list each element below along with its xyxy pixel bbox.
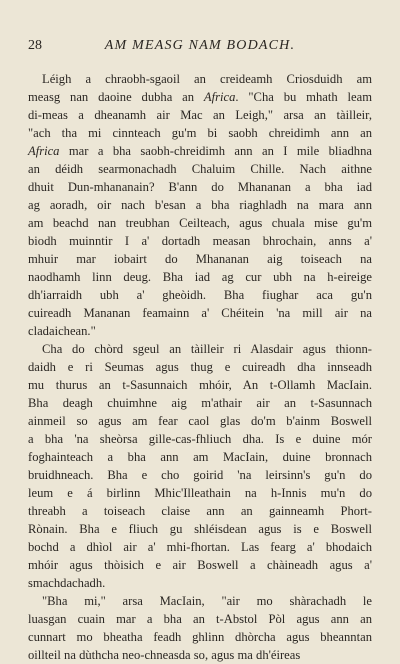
text-line: luasgan cuain mar a bha an t-Abstol Pòl agus ann an [28,612,372,626]
text-line: oillteil na dùthcha neo-chneasda so, agus ma dh'éireas [28,648,301,662]
text-line: dhuit Dun-mhananain? B'ann do Mhananan a bha iad [28,180,372,194]
running-title: AM MEASG NAM BODACH. [104,38,296,53]
text-line: leum e á birlinn Mhic'Illeathain na h-Innis mu'n do [28,486,372,500]
text-line: am beachd nan treubhan Ceilteach, agus chuala mise gu'm [28,216,372,230]
text-line: "Bha mi," arsa MacIain, "air mo shàrachadh le [42,594,372,608]
text-line: Bha deagh chuimhne aig m'athair air an t-Sasunnach [28,396,372,410]
text-line: mu thurus an t-Sasunnaich mhóir, An t-Ollamh MacIain. [28,378,372,392]
text-line: naodhamh linn deug. Bha iad ag cur ubh na h-eireige [28,270,372,284]
text-line: threabh a toiseach claise ann an gainneamh Phort- [28,504,372,518]
text-line: bochd a dhìol air a' mhi-fhortan. Las fearg a' bhodaich [28,540,372,554]
text-line: Léigh a chraobh-sgaoil an creideamh Criosduidh am [42,72,372,86]
text-line: Africa mar a bha saobh-chreidimh ann an I mile bliadhna [28,144,372,158]
text-line: smachdachadh. [28,576,106,590]
text-line: Rònain. Bha e fliuch gu shléisdean agus is e Boswell [28,522,372,536]
body-text [28,70,372,664]
text-line: biodh muinntir I a' dortadh measan bhrochain, anns a' [28,234,372,248]
text-line: mhuir mar iobairt do Mhananan aig toiseach na [28,252,372,266]
text-line: mhóir agus thòisich e air Boswell a chàineadh agus a' [28,558,372,572]
text-line: foghainteach a bha ann am MacIain, duine bronnach [28,450,372,464]
text-line: dh'iarraidh ubh a' gheòidh. Bha fiughar aca gu'n [28,288,372,302]
text-line: bruidhneach. Bha e cho goirid 'na leirsinn's gu'n do [28,468,372,482]
text-line: di-meas a dheanamh air Mac an Leigh," arsa an tàilleir, [28,108,372,122]
text-line: cuireadh Mananan feamainn a' Chéitein 'na mill air na [28,306,372,320]
page-number: 28 [28,38,42,53]
text-line: daidh e ri Seumas agus thug e cuireadh dha innseadh [28,360,372,374]
text-line: cunnart mo bheatha feadh ghlinn dhòrcha agus bheanntan [28,630,372,644]
text-line: measg nan daoine dubha an Africa. "Cha bu mhath leam [28,90,372,104]
text-line: ag aoradh, oir nach b'esan a bha riaghladh na mara ann [28,198,372,212]
text-line: a bha 'na sheòrsa gille-cas-fhliuch dha. Is e duine mór [28,432,372,446]
text-line: Cha do chòrd sgeul an tàilleir ri Alasdair agus thionn- [42,342,372,356]
text-line: cladaichean." [28,324,96,338]
text-line: an déidh searmonachadh Chaluim Chille. Nach aithne [28,162,372,176]
text-line: "ach tha mi cinnteach gu'm bi saobh chreidimh ann an [28,126,372,140]
text-line: ainmeil so agus am fear caol glas do'm b'ainm Boswell [28,414,372,428]
